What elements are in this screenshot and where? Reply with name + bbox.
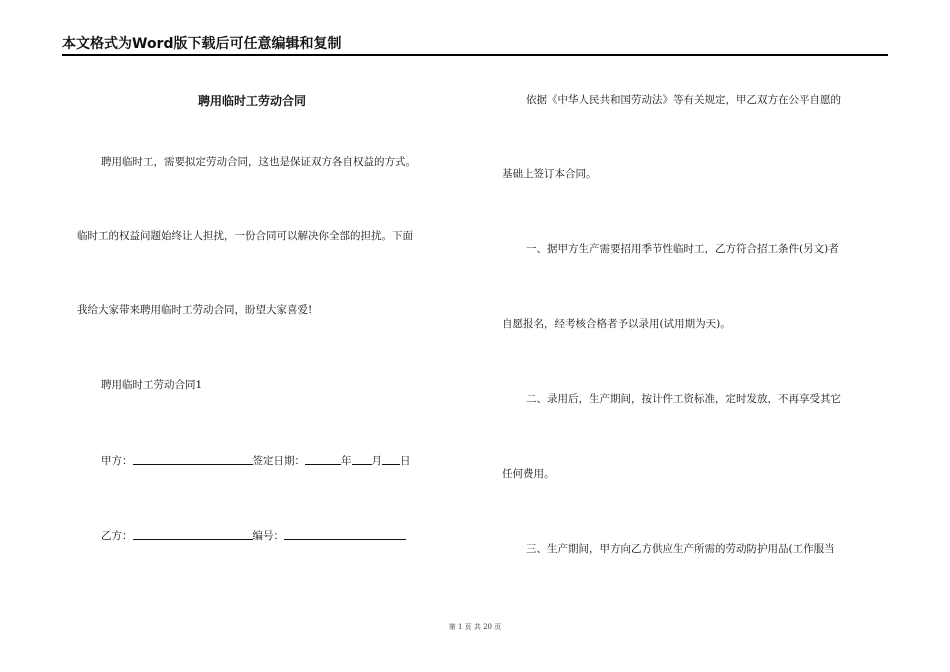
sign-year-field[interactable] [305, 454, 341, 465]
document-title: 聘用临时工劳动合同 [198, 94, 307, 108]
intro-line-1: 聘用临时工，需要拟定劳动合同，这也是保证双方各自权益的方式。 [101, 156, 416, 168]
party-b-label: 乙方： [101, 530, 133, 542]
right-para-3-line-2: 任何费用。 [502, 468, 555, 480]
right-para-2-line-2: 自愿报名，经考核合格者予以录用(试用期为天)。 [502, 318, 731, 330]
right-para-1-line-2: 基础上签订本合同。 [502, 168, 597, 180]
intro-line-3: 我给大家带来聘用临时工劳动合同，盼望大家喜爱! [77, 304, 313, 316]
header-note: 本文格式为Word版下载后可任意编辑和复制 [62, 36, 342, 52]
document-header [62, 36, 888, 56]
sign-date-label: 签定日期： [252, 455, 305, 467]
number-label: 编号： [252, 530, 284, 542]
right-para-2-line-1: 一、据甲方生产需要招用季节性临时工，乙方符合招工条件(另文)者 [526, 243, 839, 255]
party-a-label: 甲方： [101, 455, 133, 467]
day-label: 日 [400, 455, 411, 467]
party-a-field[interactable] [133, 454, 253, 465]
year-label: 年 [341, 455, 352, 467]
contract-subtitle: 聘用临时工劳动合同1 [101, 379, 203, 391]
party-b-field[interactable] [133, 529, 253, 540]
sign-day-field[interactable] [382, 454, 400, 465]
number-field[interactable] [284, 529, 406, 540]
sign-month-field[interactable] [352, 454, 372, 465]
page-number: 第 1 页 共 20 页 [448, 623, 502, 631]
intro-line-2: 临时工的权益问题始终让人担扰，一份合同可以解决你全部的担扰。下面 [77, 230, 413, 242]
right-para-3-line-1: 二、录用后，生产期间，按计件工资标准，定时发放，不再享受其它 [526, 393, 841, 405]
month-label: 月 [371, 455, 382, 467]
right-para-1-line-1: 依据《中华人民共和国劳动法》等有关规定，甲乙双方在公平自愿的 [526, 94, 841, 106]
right-para-4-line-1: 三、生产期间，甲方向乙方供应生产所需的劳动防护用品(工作服当 [526, 543, 835, 555]
party-b-row [101, 529, 406, 542]
party-a-row [101, 454, 411, 467]
